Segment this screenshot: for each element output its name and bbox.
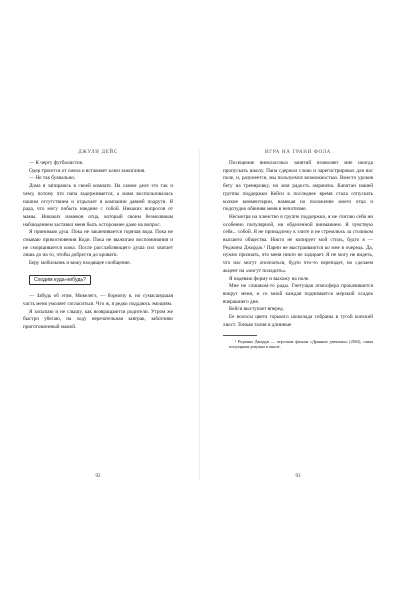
left-text-column — [23, 160, 173, 332]
paragraph: Несмотря на членство в группе поддержки, я не считаю себя ни особенно популярной, ни обделенной вниманием. Я чувствую себя... собой. Я не принадлежу к элите и не стремлюсь за столиком высшего общества. Никто не копирует мой стиль, будто я — Реджина Джордж.¹ Парни не выстраиваются ко мне в очередь. Да, нужно признать, что меня никто не задирает. Я не могу не видеть, что нас могут ополчаться, будто что-то перепадет, но сделаем акцент на «могут поладить». — [223, 213, 373, 274]
running-header-title: ИГРА НА ГРАНИ ФОЛА — [264, 150, 332, 155]
right-text-column — [223, 160, 373, 349]
paragraph: Одер трясется от смеха и вставляет ключ зажигания. — [29, 167, 146, 174]
page-number-right: 93 — [295, 474, 301, 479]
paragraph: Мне не слишком-то рады. Гнетущая атмосфера прокачивается вокруг меня, и со мной каждая поднимается мерзкий осадок вчерашнего дня. — [223, 283, 373, 305]
paragraph: Ее волосы цвета горького шоколада собраны в тугой конский хвост. Тонкая талия и длинные — [223, 314, 373, 328]
footnote-rule — [223, 335, 257, 336]
paragraph: Кейси выступает вперед. — [229, 306, 284, 313]
paragraph: Дома я запираюсь в своей комнате. На самом деле это так и чему, потому что папа задерживается, а мама воспользовалась нашим отсутствием и отдыхает в компании давней подруги. Я рада, что могу побыть наедине с собой. Никаких вопросов от мамы. Никаких намеков отца, который своим безмолвным наблюдением заставил меня быть осторожнее даже на вопрос. — [23, 183, 173, 228]
text-message-box: Сходим куда-нибудь? — [29, 275, 91, 286]
paragraph: Беру мобильник и вижу входящее сообщение. — [29, 260, 131, 267]
paragraph: — Не так буквально. — [29, 175, 76, 182]
paragraph: Посещение внеклассных занятий позволяет мне иногда пропускать школу. Папа сдержал слово и зарегистрировал для нас поле, и, разумеется, мы пользуемся возможностью. Вместо уроков бегу на тренировку, но моя радость омрачена. Капитан нашей группы поддержки Кейси в последнее время стала отпускать колкие комментарии, намекая на положение моего отца и подспудно обвиняя меня в непотизме. — [223, 160, 373, 213]
paragraph: Я засыпаю и не слышу, как возвращаются родители. Утром же быстро убегаю, на ходу нерезательная завтрак, заботливо приготовленный мамой. — [23, 308, 173, 331]
paragraph: — К черту футболистов. — [29, 160, 84, 166]
paragraph: — Забудь об этом, Микелегз, — бормочу я, но сумасшедшая часть меня умоляет согласиться. Что ж, я редко поддаюсь эмоциям. — [23, 293, 173, 308]
right-page — [200, 0, 400, 600]
paragraph: Я принимаю душ. Пока не заканчивается горячая вода. Пока не смываю прикосновения Коди. Пока не выжигаю воспоминания и не сморщивается кожа. После расслабляющего душа сил хватает лишь до на то, чтобы добрести до кровати. — [23, 229, 173, 259]
page-number-left: 92 — [95, 474, 101, 479]
footnote: ¹ Реджина Джордж — персонаж фильма «Дрянные девчонки» (2004), самая популярная девушка в школе. — [229, 339, 373, 350]
running-header-author: ДЖУЛИ ДЕЙС — [78, 150, 118, 155]
paragraph: Я надеваю форму и выхожу на поле. — [229, 275, 310, 282]
